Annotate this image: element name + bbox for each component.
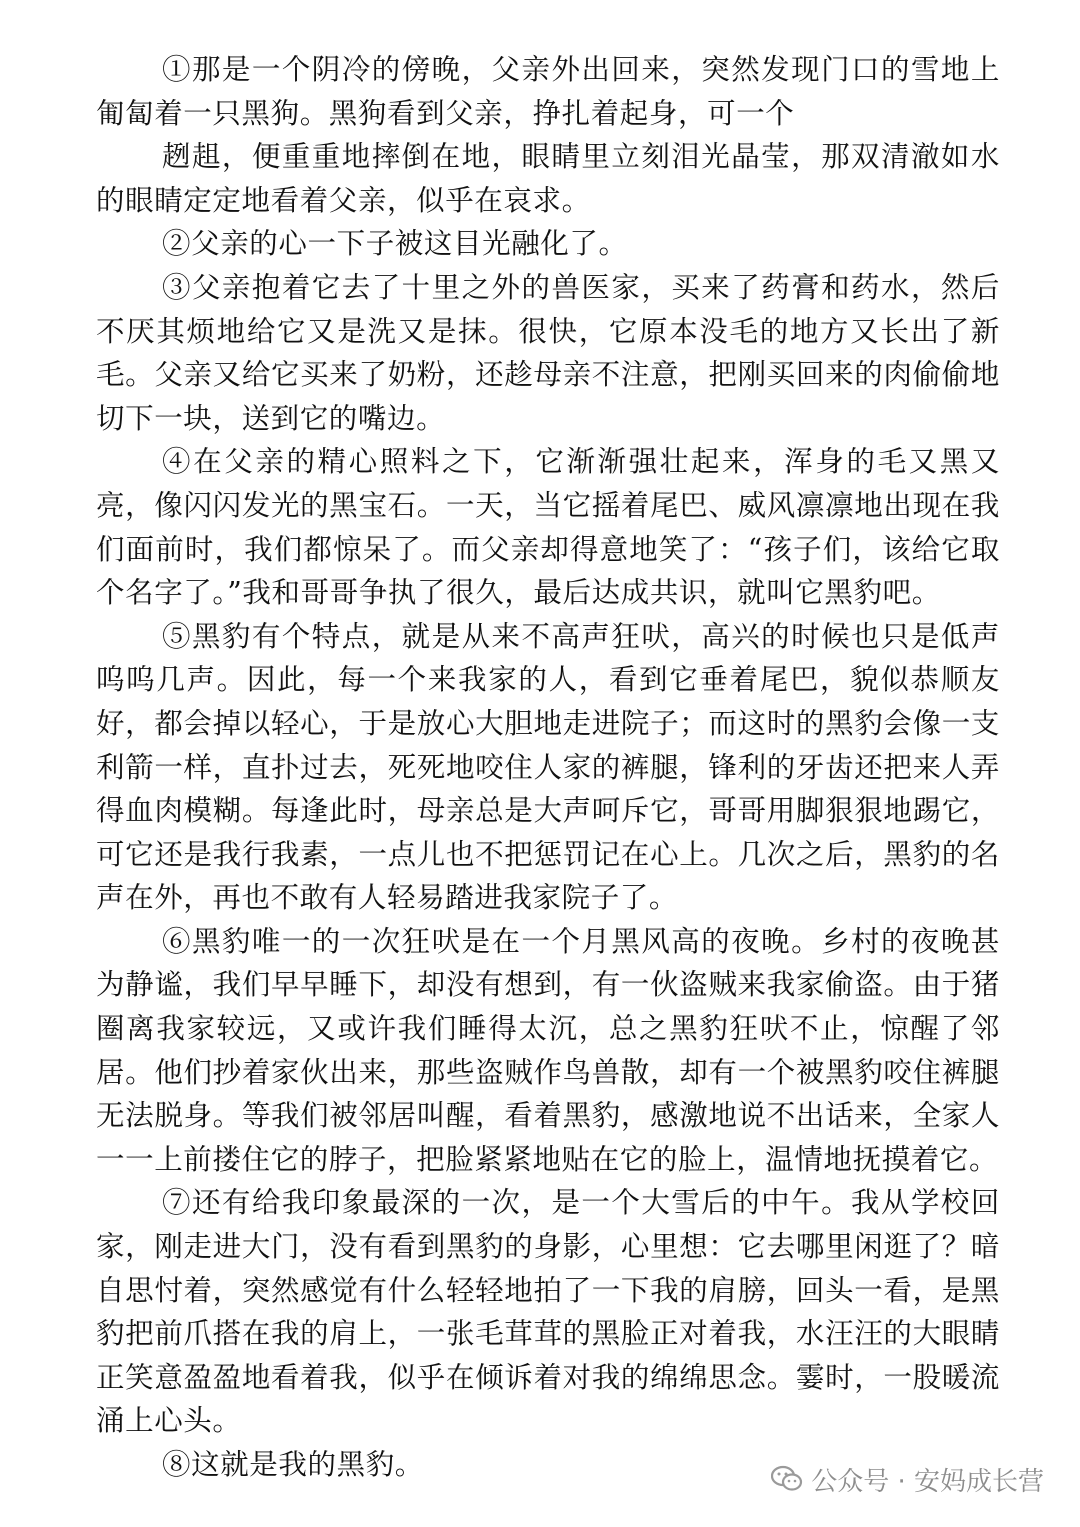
paragraph-1-continued: 趔趄，便重重地摔倒在地，眼睛里立刻泪光晶莹，那双清澈如水的眼睛定定地看着父亲，似乎在哀求。 [96,140,1000,217]
paragraph-5: ⑤黑豹有个特点，就是从来不高声狂吠，高兴的时候也只是低声呜呜几声。因此，每一个来我家的人，看到它垂着尾巴，貌似恭顺友好，都会掉以轻心，于是放心大胆地走进院子；而这时的黑豹会像一支利箭一样，直扑过去，死死地咬住人家的裤腿，锋利的牙齿还把来人弄得血肉模糊。每逢此时，母亲总是大声呵斥它，哥哥用脚狠狠地踢它，可它还是我行我素，一点儿也不把惩罚记在心上。几次之后，黑豹的名声在外，再也不敢有人轻易踏进我家院子了。 [96,619,1000,915]
paragraph-1: ①那是一个阴冷的傍晚，父亲外出回来，突然发现门口的雪地上匍匐着一只黑狗。黑狗看到父亲，挣扎着起身，可一个 [96,53,1000,130]
paragraph-4: ④在父亲的精心照料之下，它渐渐强壮起来，浑身的毛又黑又亮，像闪闪发光的黑宝石。一天，当它摇着尾巴、威风凛凛地出现在我们面前时，我们都惊呆了。而父亲却得意地笑了：“孩子们，该给它取个名字了。”我和哥哥争执了很久，最后达成共识，就叫它黑豹吧。 [96,445,1000,610]
paragraph-7: ⑦还有给我印象最深的一次，是一个大雪后的中午。我从学校回家，刚走进大门，没有看到黑豹的身影，心里想：它去哪里闲逛了？暗自思忖着，突然感觉有什么轻轻地拍了一下我的肩膀，回头一看，是黑豹把前爪搭在我的肩上，一张毛茸茸的黑脸正对着我，水汪汪的大眼睛正笑意盈盈地看着我，似乎在倾诉着对我的绵绵思念。霎时，一股暖流涌上心头。 [96,1186,1000,1438]
paragraph-2: ②父亲的心一下子被这目光融化了。 [162,227,628,261]
watermark-text: 公众号 · 安妈成长营 [811,1466,1044,1497]
paragraph-6: ⑥黑豹唯一的一次狂吠是在一个月黑风高的夜晚。乡村的夜晚甚为静谧，我们早早睡下，却没有想到，有一伙盗贼来我家偷盗。由于猪圈离我家较远，又或许我们睡得太沉，总之黑豹狂吠不止，惊醒了邻居。他们抄着家伙出来，那些盗贼作鸟兽散，却有一个被黑豹咬住裤腿无法脱身。等我们被邻居叫醒，看着黑豹，感激地说不出话来，全家人一一上前搂住它的脖子，把脸紧紧地贴在它的脸上，温情地抚摸着它。 [96,924,1000,1176]
wechat-icon [771,1465,803,1493]
watermark [771,1459,1044,1499]
paragraph-3: ③父亲抱着它去了十里之外的兽医家，买来了药膏和药水，然后不厌其烦地给它又是洗又是抹。很快，它原本没毛的地方又长出了新毛。父亲又给它买来了奶粉，还趁母亲不注意，把刚买回来的肉偷偷地切下一块，送到它的嘴边。 [96,270,1000,435]
article-body [96,48,1000,1487]
paragraph-8: ⑧这就是我的黑豹。 [162,1448,424,1481]
